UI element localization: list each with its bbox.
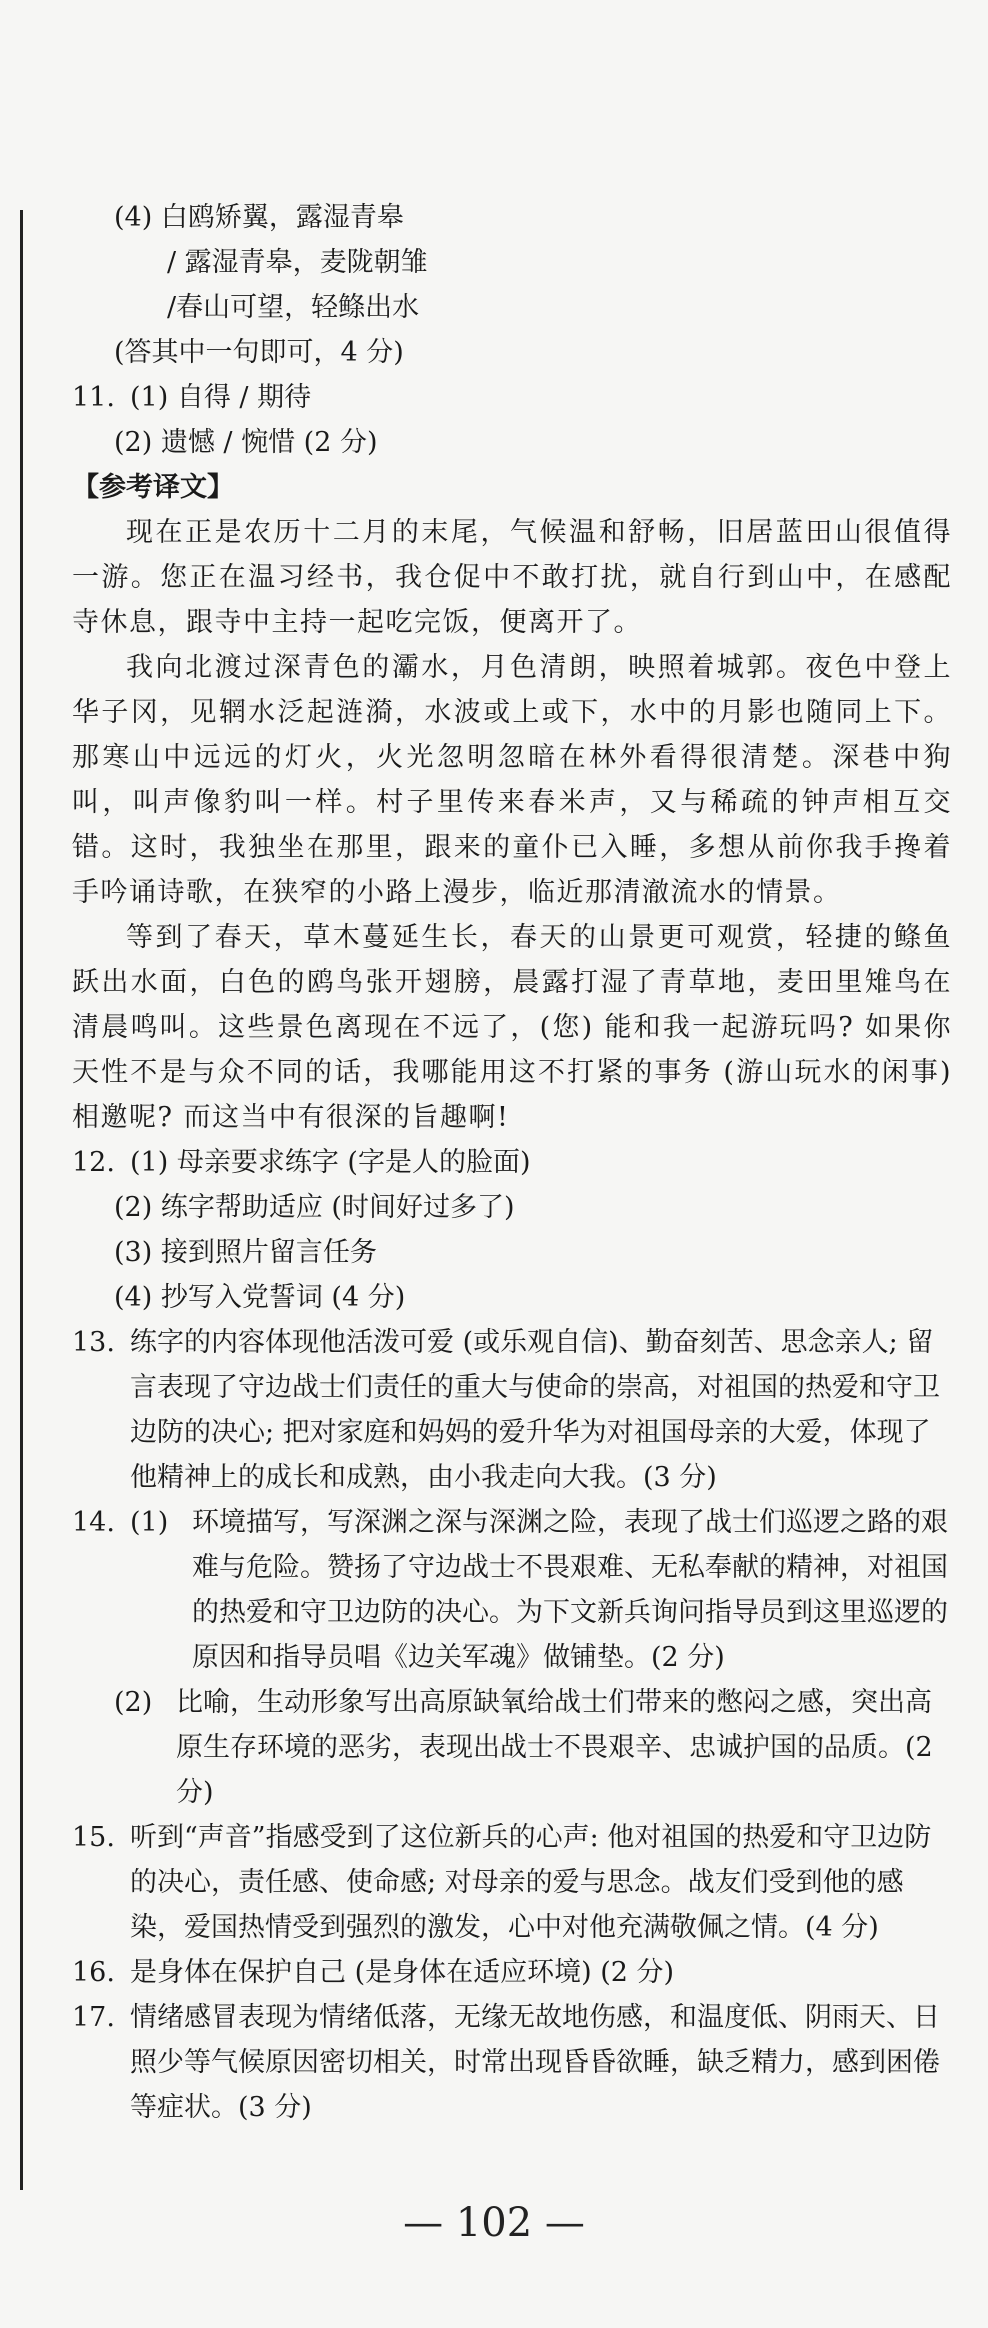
q17-number: 17. [72,2002,115,2033]
q12-item2-label: (2) [114,1192,153,1223]
q14 [72,1500,952,1680]
q16 [72,1950,952,1995]
q14-item1 [130,1500,952,1680]
q12-item1 [130,1140,952,1185]
q16-number: 16. [72,1957,115,1988]
q17 [72,1995,952,2130]
q14-item2-text: 比喻，生动形象写出高原缺氧给战士们带来的憋闷之感，突出高原生存环境的恶劣，表现出战士不畏艰辛、忠诚护国的品质。(2 分) [176,1687,933,1808]
q12-item1-text: 母亲要求练字 (字是人的脸面) [176,1147,531,1178]
q14-number: 14. [72,1507,115,1538]
q11-line2: (2) 遗憾 / 惋惜 (2 分) [114,427,378,458]
q12-item4-text: 抄写入党誓词 (4 分) [160,1282,406,1313]
q12-item2 [72,1185,952,1230]
q13-number: 13. [72,1327,115,1358]
q10-item4-text: 白鸥矫翼，露湿青皋 [160,202,404,233]
q10-item4-label: (4) [114,202,153,233]
q15-text: 听到“声音”指感受到了这位新兵的心声: 他对祖国的热爱和守卫边防的决心，责任感、使命感; 对母亲的爱与思念。战友们受到他的感染，爱国热情受到强烈的激发，心中对他充满敬佩之情。(4 分) [130,1822,932,1943]
q10-alt-answer-1: / 露湿青皋，麦陇朝雏 [167,247,428,278]
page-number: — 102 — [403,2200,585,2246]
q13-text: 练字的内容体现他活泼可爱 (或乐观自信)、勤奋刻苦、思念亲人; 留言表现了守边战士们责任的重大与使命的崇高，对祖国的热爱和守卫边防的决心; 把对家庭和妈妈的爱升华为对祖国母亲的大爱，体现了他精神上的成长和成熟，由小我走向大我。(3 分) [130,1327,940,1493]
q12-item4-label: (4) [114,1282,153,1313]
q12-item2-text: 练字帮助适应 (时间好过多了) [160,1192,515,1223]
translation-heading: 【参考译文】 [72,472,234,503]
q14-item2-label: (2) [114,1687,153,1718]
q12-number: 12. [72,1147,115,1178]
q15 [72,1815,952,1950]
q12-item1-label: (1) [130,1147,169,1178]
q11-line1: (1) 自得 / 期待 [130,382,312,413]
q11 [72,375,952,420]
q14-item1-label: (1) [130,1507,169,1538]
q12 [72,1140,952,1185]
q13 [72,1320,952,1500]
q10-item4-line1 [72,195,952,240]
q12-item3-text: 接到照片留言任务 [160,1237,377,1268]
answer-content [72,195,952,2130]
q15-number: 15. [72,1822,115,1853]
q14-item1-text: 环境描写，写深渊之深与深渊之险，表现了战士们巡逻之路的艰难与危险。赞扬了守边战士不畏艰难、无私奉献的精神，对祖国的热爱和守卫边防的决心。为下文新兵询问指导员到这里巡逻的原因和指导员唱《边关军魂》做铺垫。(2 分) [192,1507,948,1673]
translation-paragraph-2: 我向北渡过深青色的灞水，月色清朗，映照着城郭。夜色中登上华子冈，见辋水泛起涟漪，水波或上或下，水中的月影也随同上下。那寒山中远远的灯火，火光忽明忽暗在林外看得很清楚。深巷中狗叫，叫声像豹叫一样。村子里传来春米声，又与稀疏的钟声相互交错。这时，我独坐在那里，跟来的童仆已入睡，多想从前你我手搀着手吟诵诗歌，在狭窄的小路上漫步，临近那清澈流水的情景。 [72,652,952,908]
translation-paragraph-3: 等到了春天，草木蔓延生长，春天的山景更可观赏，轻捷的鲦鱼跃出水面，白色的鸥鸟张开翅膀，晨露打湿了青草地，麦田里雉鸟在清晨鸣叫。这些景色离现在不远了，(您) 能和我一起游玩吗? 如果你天性不是与众不同的话，我哪能用这不打紧的事务 (游山玩水的闲事) 相邀呢? 而这当中有很深的旨趣啊! [72,922,952,1133]
q17-text: 情绪感冒表现为情绪低落，无缘无故地伤感，和温度低、阴雨天、日照少等气候原因密切相关，时常出现昏昏欲睡，缺乏精力，感到困倦等症状。(3 分) [130,2002,940,2123]
q10-alt-answer-2: /春山可望，轻鲦出水 [167,292,420,323]
page-margin-line [20,210,23,2190]
q12-item3 [72,1230,952,1275]
q12-item3-label: (3) [114,1237,153,1268]
q16-text: 是身体在保护自己 (是身体在适应环境) (2 分) [130,1957,675,1988]
q12-item4 [72,1275,952,1320]
q10-scoring-note: (答其中一句即可，4 分) [114,337,404,368]
translation-paragraph-1: 现在正是农历十二月的末尾，气候温和舒畅，旧居蓝田山很值得一游。您正在温习经书，我仓促中不敢打扰，就自行到山中，在感配寺休息，跟寺中主持一起吃完饭，便离开了。 [72,517,952,638]
q11-number: 11. [72,382,115,413]
q14-item2 [72,1680,952,1815]
